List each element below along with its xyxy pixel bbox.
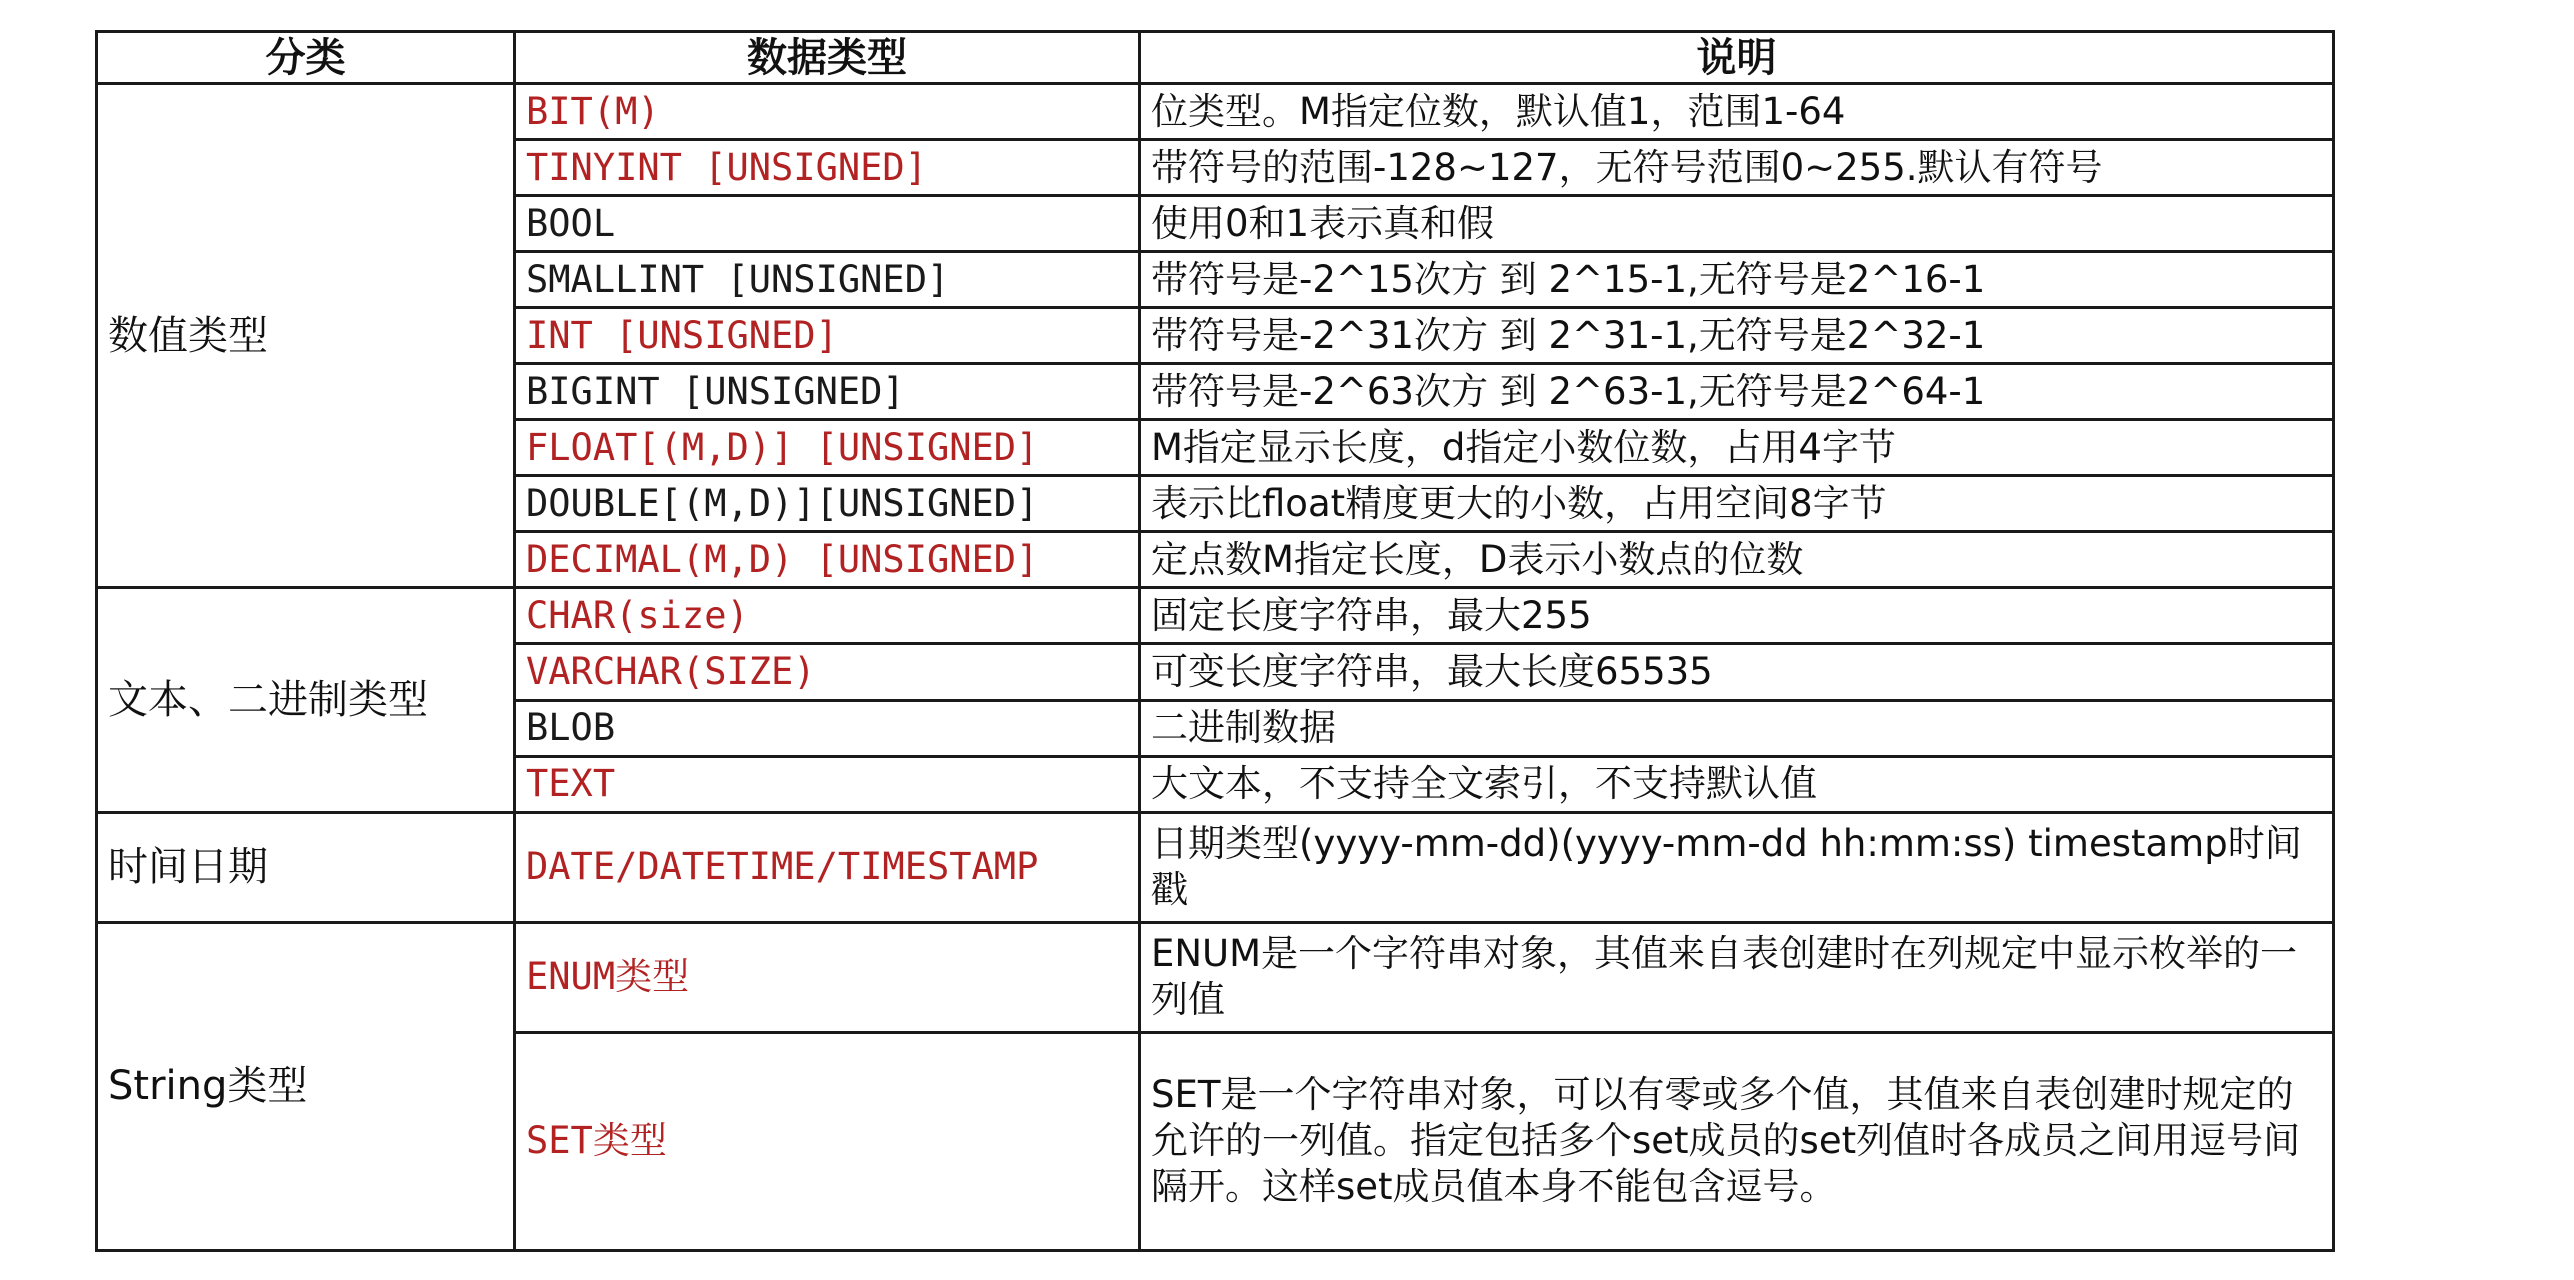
description-cell: 日期类型(yyyy-mm-dd)(yyyy-mm-dd hh:mm:ss) timestamp时间戳	[1140, 812, 2334, 922]
table-header-row	[97, 32, 2334, 84]
type-cell: INT [UNSIGNED]	[515, 308, 1140, 364]
table-row	[97, 84, 2334, 140]
type-cell: BOOL	[515, 196, 1140, 252]
description-cell: 二进制数据	[1140, 700, 2334, 756]
category-cell-string: String类型	[97, 922, 515, 1250]
description-cell: 定点数M指定长度，D表示小数点的位数	[1140, 532, 2334, 588]
category-cell-datetime: 时间日期	[97, 812, 515, 922]
type-cell: ENUM类型	[515, 922, 1140, 1032]
type-cell: TINYINT [UNSIGNED]	[515, 140, 1140, 196]
description-cell: M指定显示长度，d指定小数位数，占用4字节	[1140, 420, 2334, 476]
type-cell: DATE/DATETIME/TIMESTAMP	[515, 812, 1140, 922]
description-cell: 使用0和1表示真和假	[1140, 196, 2334, 252]
type-cell: SET类型	[515, 1032, 1140, 1250]
header-data-type: 数据类型	[515, 32, 1140, 84]
description-cell: 带符号是-2^31次方 到 2^31-1,无符号是2^32-1	[1140, 308, 2334, 364]
description-cell: 带符号的范围-128~127，无符号范围0~255.默认有符号	[1140, 140, 2334, 196]
description-cell: 大文本，不支持全文索引，不支持默认值	[1140, 756, 2334, 812]
description-cell: ENUM是一个字符串对象，其值来自表创建时在列规定中显示枚举的一列值	[1140, 922, 2334, 1032]
type-cell: FLOAT[(M,D)] [UNSIGNED]	[515, 420, 1140, 476]
table-row	[97, 812, 2334, 922]
description-cell: 带符号是-2^15次方 到 2^15-1,无符号是2^16-1	[1140, 252, 2334, 308]
type-cell: VARCHAR(SIZE)	[515, 644, 1140, 700]
type-cell: BIGINT [UNSIGNED]	[515, 364, 1140, 420]
header-category: 分类	[97, 32, 515, 84]
mysql-data-types-table	[95, 30, 2335, 1252]
category-cell-numeric: 数值类型	[97, 84, 515, 588]
type-cell: CHAR(size)	[515, 588, 1140, 644]
table-row	[97, 588, 2334, 644]
description-cell: 可变长度字符串，最大长度65535	[1140, 644, 2334, 700]
description-cell: 位类型。M指定位数，默认值1，范围1-64	[1140, 84, 2334, 140]
description-cell: 带符号是-2^63次方 到 2^63-1,无符号是2^64-1	[1140, 364, 2334, 420]
type-cell: DECIMAL(M,D) [UNSIGNED]	[515, 532, 1140, 588]
type-cell: SMALLINT [UNSIGNED]	[515, 252, 1140, 308]
table-row	[97, 922, 2334, 1032]
category-cell-text-binary: 文本、二进制类型	[97, 588, 515, 812]
description-cell: SET是一个字符串对象，可以有零或多个值，其值来自表创建时规定的允许的一列值。指定包括多个set成员的set列值时各成员之间用逗号间隔开。这样set成员值本身不能包含逗号。	[1140, 1032, 2334, 1250]
description-cell: 固定长度字符串，最大255	[1140, 588, 2334, 644]
type-cell: TEXT	[515, 756, 1140, 812]
data-types-table-container	[95, 30, 2335, 1252]
description-cell: 表示比float精度更大的小数，占用空间8字节	[1140, 476, 2334, 532]
type-cell: BIT(M)	[515, 84, 1140, 140]
header-description: 说明	[1140, 32, 2334, 84]
type-cell: DOUBLE[(M,D)][UNSIGNED]	[515, 476, 1140, 532]
type-cell: BLOB	[515, 700, 1140, 756]
